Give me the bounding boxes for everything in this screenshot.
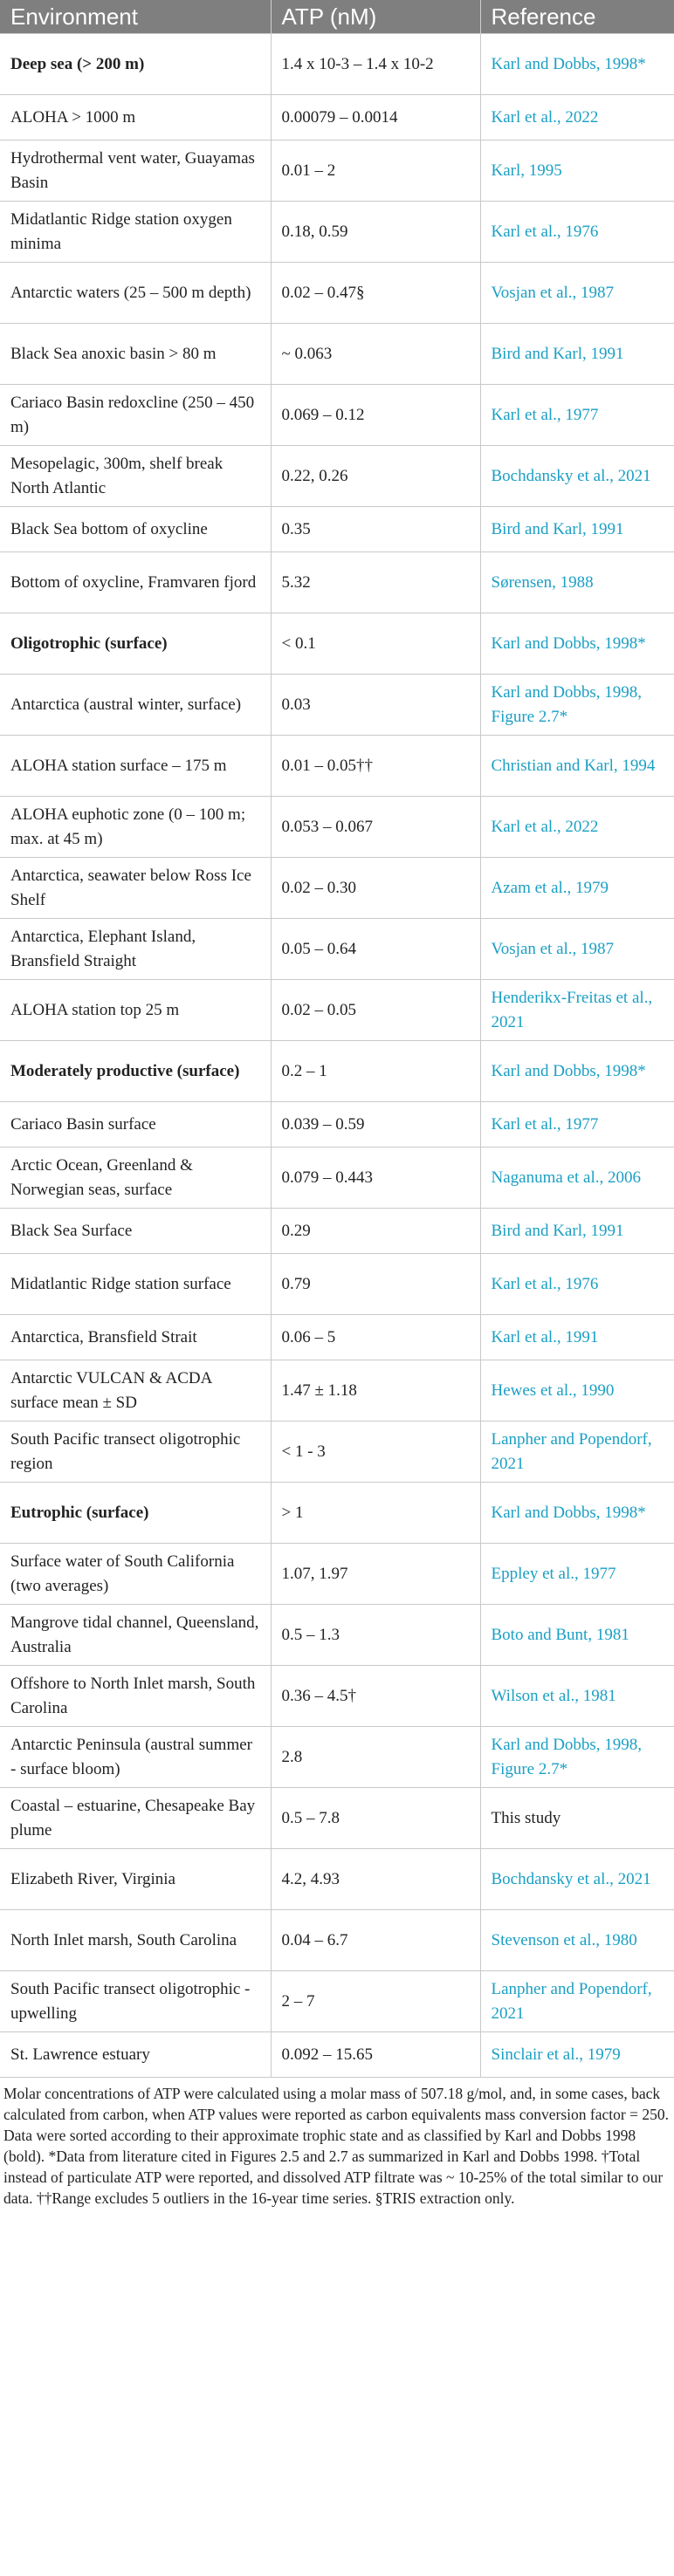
header-reference: Reference — [480, 0, 674, 34]
environment-cell: South Pacific transect oligotrophic - upwelling — [0, 1971, 271, 2032]
table-row — [0, 797, 674, 858]
table-row — [0, 552, 674, 613]
reference-link[interactable]: Lanpher and Popendorf, 2021 — [480, 1971, 674, 2032]
atp-cell: 1.47 ± 1.18 — [271, 1360, 480, 1422]
atp-cell: 0.5 – 1.3 — [271, 1605, 480, 1666]
atp-cell: 0.02 – 0.47§ — [271, 263, 480, 324]
table-row — [0, 1544, 674, 1605]
table-row — [0, 858, 674, 919]
environment-cell: Mangrove tidal channel, Queensland, Australia — [0, 1605, 271, 1666]
atp-cell: 1.07, 1.97 — [271, 1544, 480, 1605]
atp-cell: 1.4 x 10-3 – 1.4 x 10-2 — [271, 34, 480, 95]
environment-cell: Moderately productive (surface) — [0, 1041, 271, 1102]
reference-link[interactable]: Stevenson et al., 1980 — [480, 1910, 674, 1971]
environment-cell: ALOHA station surface – 175 m — [0, 736, 271, 797]
atp-cell: 0.29 — [271, 1209, 480, 1254]
table-footnote: Molar concentrations of ATP were calculated using a molar mass of 507.18 g/mol, and, in some cases, back calculated from carbon, when ATP values were reported as carbon equivalents mass conversion factor = 250. Data were sorted according to their approximate trophic state and as classified by Karl and Dobbs 1998 (bold). *Data from literature cited in Figures 2.5 and 2.7 as summarized in Karl and Dobbs 1998. †Total instead of particulate ATP were reported, and dissolved ATP filtrate was ~ 10-25% of the total similar to our data. ††Range excludes 5 outliers in the 16-year time series. §TRIS extraction only. — [3, 2085, 669, 2207]
reference-link[interactable]: Karl and Dobbs, 1998* — [480, 1041, 674, 1102]
table-row — [0, 1605, 674, 1666]
table-row — [0, 919, 674, 980]
reference-link[interactable]: Karl and Dobbs, 1998, Figure 2.7* — [480, 1727, 674, 1788]
table-row — [0, 1422, 674, 1483]
atp-cell: 0.04 – 6.7 — [271, 1910, 480, 1971]
table-row — [0, 95, 674, 140]
table-row — [0, 2032, 674, 2078]
reference-link[interactable]: Henderikx-Freitas et al., 2021 — [480, 980, 674, 1041]
reference-link[interactable]: Wilson et al., 1981 — [480, 1666, 674, 1727]
environment-cell: Antarctica, Elephant Island, Bransfield Straight — [0, 919, 271, 980]
atp-cell: 0.00079 – 0.0014 — [271, 95, 480, 140]
atp-cell: 5.32 — [271, 552, 480, 613]
environment-cell: Mesopelagic, 300m, shelf break North Atlantic — [0, 446, 271, 507]
reference-link[interactable]: Bochdansky et al., 2021 — [480, 446, 674, 507]
environment-cell: Midatlantic Ridge station surface — [0, 1254, 271, 1315]
reference-link[interactable]: Christian and Karl, 1994 — [480, 736, 674, 797]
reference-link[interactable]: Karl, 1995 — [480, 140, 674, 202]
environment-cell: Midatlantic Ridge station oxygen minima — [0, 202, 271, 263]
reference-link[interactable]: Sinclair et al., 1979 — [480, 2032, 674, 2078]
atp-cell: 0.18, 0.59 — [271, 202, 480, 263]
table-row — [0, 1788, 674, 1849]
atp-cell: 0.05 – 0.64 — [271, 919, 480, 980]
environment-cell: Antarctic waters (25 – 500 m depth) — [0, 263, 271, 324]
environment-cell: Antarctic Peninsula (austral summer - surface bloom) — [0, 1727, 271, 1788]
environment-cell: Eutrophic (surface) — [0, 1483, 271, 1544]
environment-cell: Elizabeth River, Virginia — [0, 1849, 271, 1910]
reference-link[interactable]: Karl and Dobbs, 1998* — [480, 613, 674, 675]
environment-cell: North Inlet marsh, South Carolina — [0, 1910, 271, 1971]
reference-link[interactable]: Eppley et al., 1977 — [480, 1544, 674, 1605]
environment-cell: St. Lawrence estuary — [0, 2032, 271, 2078]
environment-cell: Deep sea (> 200 m) — [0, 34, 271, 95]
atp-cell: 0.03 — [271, 675, 480, 736]
reference-link[interactable]: Boto and Bunt, 1981 — [480, 1605, 674, 1666]
reference-link[interactable]: Karl et al., 1977 — [480, 385, 674, 446]
table-row — [0, 1254, 674, 1315]
environment-cell: Surface water of South California (two averages) — [0, 1544, 271, 1605]
table-row — [0, 1971, 674, 2032]
table-row — [0, 1910, 674, 1971]
atp-cell: > 1 — [271, 1483, 480, 1544]
environment-cell: Offshore to North Inlet marsh, South Carolina — [0, 1666, 271, 1727]
table-row — [0, 1849, 674, 1910]
reference-link[interactable]: Karl et al., 1977 — [480, 1102, 674, 1148]
reference-link[interactable]: Bochdansky et al., 2021 — [480, 1849, 674, 1910]
environment-cell: Antarctica, Bransfield Strait — [0, 1315, 271, 1360]
atp-cell: 0.01 – 2 — [271, 140, 480, 202]
table-row — [0, 675, 674, 736]
table-row — [0, 1102, 674, 1148]
reference-link[interactable]: Vosjan et al., 1987 — [480, 919, 674, 980]
atp-cell: 0.35 — [271, 507, 480, 552]
environment-cell: South Pacific transect oligotrophic region — [0, 1422, 271, 1483]
reference-link[interactable]: Bird and Karl, 1991 — [480, 324, 674, 385]
environment-cell: Oligotrophic (surface) — [0, 613, 271, 675]
environment-cell: ALOHA euphotic zone (0 – 100 m; max. at 45 m) — [0, 797, 271, 858]
atp-cell: 2.8 — [271, 1727, 480, 1788]
atp-cell: 4.2, 4.93 — [271, 1849, 480, 1910]
environment-cell: Cariaco Basin surface — [0, 1102, 271, 1148]
reference-link[interactable]: Karl and Dobbs, 1998* — [480, 34, 674, 95]
atp-cell: 0.2 – 1 — [271, 1041, 480, 1102]
table-row — [0, 1360, 674, 1422]
reference-link[interactable]: Bird and Karl, 1991 — [480, 507, 674, 552]
atp-cell: < 1 - 3 — [271, 1422, 480, 1483]
environment-cell: Cariaco Basin redoxcline (250 – 450 m) — [0, 385, 271, 446]
atp-cell: 0.079 – 0.443 — [271, 1148, 480, 1209]
table-row — [0, 1041, 674, 1102]
table-row — [0, 736, 674, 797]
reference-link[interactable]: Karl et al., 1976 — [480, 202, 674, 263]
atp-cell: 0.039 – 0.59 — [271, 1102, 480, 1148]
table-header-row — [0, 0, 674, 34]
reference-link[interactable]: Sørensen, 1988 — [480, 552, 674, 613]
table-row — [0, 613, 674, 675]
table-body — [0, 34, 674, 2078]
table-row — [0, 1666, 674, 1727]
environment-cell: Antarctic VULCAN & ACDA surface mean ± SD — [0, 1360, 271, 1422]
atp-cell: 0.092 – 15.65 — [271, 2032, 480, 2078]
table-row — [0, 385, 674, 446]
reference-link[interactable]: Karl et al., 2022 — [480, 797, 674, 858]
atp-cell: 0.22, 0.26 — [271, 446, 480, 507]
table-row — [0, 1315, 674, 1360]
atp-cell: 0.06 – 5 — [271, 1315, 480, 1360]
reference-link[interactable]: Karl et al., 1991 — [480, 1315, 674, 1360]
header-atp: ATP (nM) — [271, 0, 480, 34]
environment-cell: Black Sea bottom of oxycline — [0, 507, 271, 552]
reference-link[interactable]: Karl and Dobbs, 1998, Figure 2.7* — [480, 675, 674, 736]
table-row — [0, 1209, 674, 1254]
reference-link[interactable]: Karl et al., 2022 — [480, 95, 674, 140]
table-row — [0, 446, 674, 507]
reference-link[interactable]: Karl et al., 1976 — [480, 1254, 674, 1315]
header-environment: Environment — [0, 0, 271, 34]
environment-cell: Bottom of oxycline, Framvaren fjord — [0, 552, 271, 613]
atp-cell: 0.069 – 0.12 — [271, 385, 480, 446]
table-row — [0, 980, 674, 1041]
environment-cell: Black Sea anoxic basin > 80 m — [0, 324, 271, 385]
reference-link: This study — [480, 1788, 674, 1849]
reference-link[interactable]: Hewes et al., 1990 — [480, 1360, 674, 1422]
environment-cell: ALOHA station top 25 m — [0, 980, 271, 1041]
environment-cell: Arctic Ocean, Greenland & Norwegian seas, surface — [0, 1148, 271, 1209]
table-row — [0, 34, 674, 95]
atp-cell: 0.02 – 0.05 — [271, 980, 480, 1041]
atp-cell: 0.01 – 0.05†† — [271, 736, 480, 797]
atp-cell: 0.5 – 7.8 — [271, 1788, 480, 1849]
reference-link[interactable]: Vosjan et al., 1987 — [480, 263, 674, 324]
table-row — [0, 1727, 674, 1788]
environment-cell: Antarctica (austral winter, surface) — [0, 675, 271, 736]
reference-link[interactable]: Bird and Karl, 1991 — [480, 1209, 674, 1254]
table-row — [0, 1483, 674, 1544]
environment-cell: Hydrothermal vent water, Guayamas Basin — [0, 140, 271, 202]
reference-link[interactable]: Lanpher and Popendorf, 2021 — [480, 1422, 674, 1483]
atp-cell: 0.053 – 0.067 — [271, 797, 480, 858]
table-row — [0, 1148, 674, 1209]
atp-cell: < 0.1 — [271, 613, 480, 675]
atp-cell: 0.79 — [271, 1254, 480, 1315]
environment-cell: ALOHA > 1000 m — [0, 95, 271, 140]
atp-cell: 0.02 – 0.30 — [271, 858, 480, 919]
reference-link[interactable]: Karl and Dobbs, 1998* — [480, 1483, 674, 1544]
table-row — [0, 507, 674, 552]
table-row — [0, 324, 674, 385]
reference-link[interactable]: Naganuma et al., 2006 — [480, 1148, 674, 1209]
table-row — [0, 263, 674, 324]
table-row — [0, 202, 674, 263]
atp-cell: 0.36 – 4.5† — [271, 1666, 480, 1727]
table-row — [0, 140, 674, 202]
atp-cell: 2 – 7 — [271, 1971, 480, 2032]
environment-cell: Coastal – estuarine, Chesapeake Bay plume — [0, 1788, 271, 1849]
reference-link[interactable]: Azam et al., 1979 — [480, 858, 674, 919]
environment-cell: Antarctica, seawater below Ross Ice Shelf — [0, 858, 271, 919]
environment-cell: Black Sea Surface — [0, 1209, 271, 1254]
atp-cell: ~ 0.063 — [271, 324, 480, 385]
